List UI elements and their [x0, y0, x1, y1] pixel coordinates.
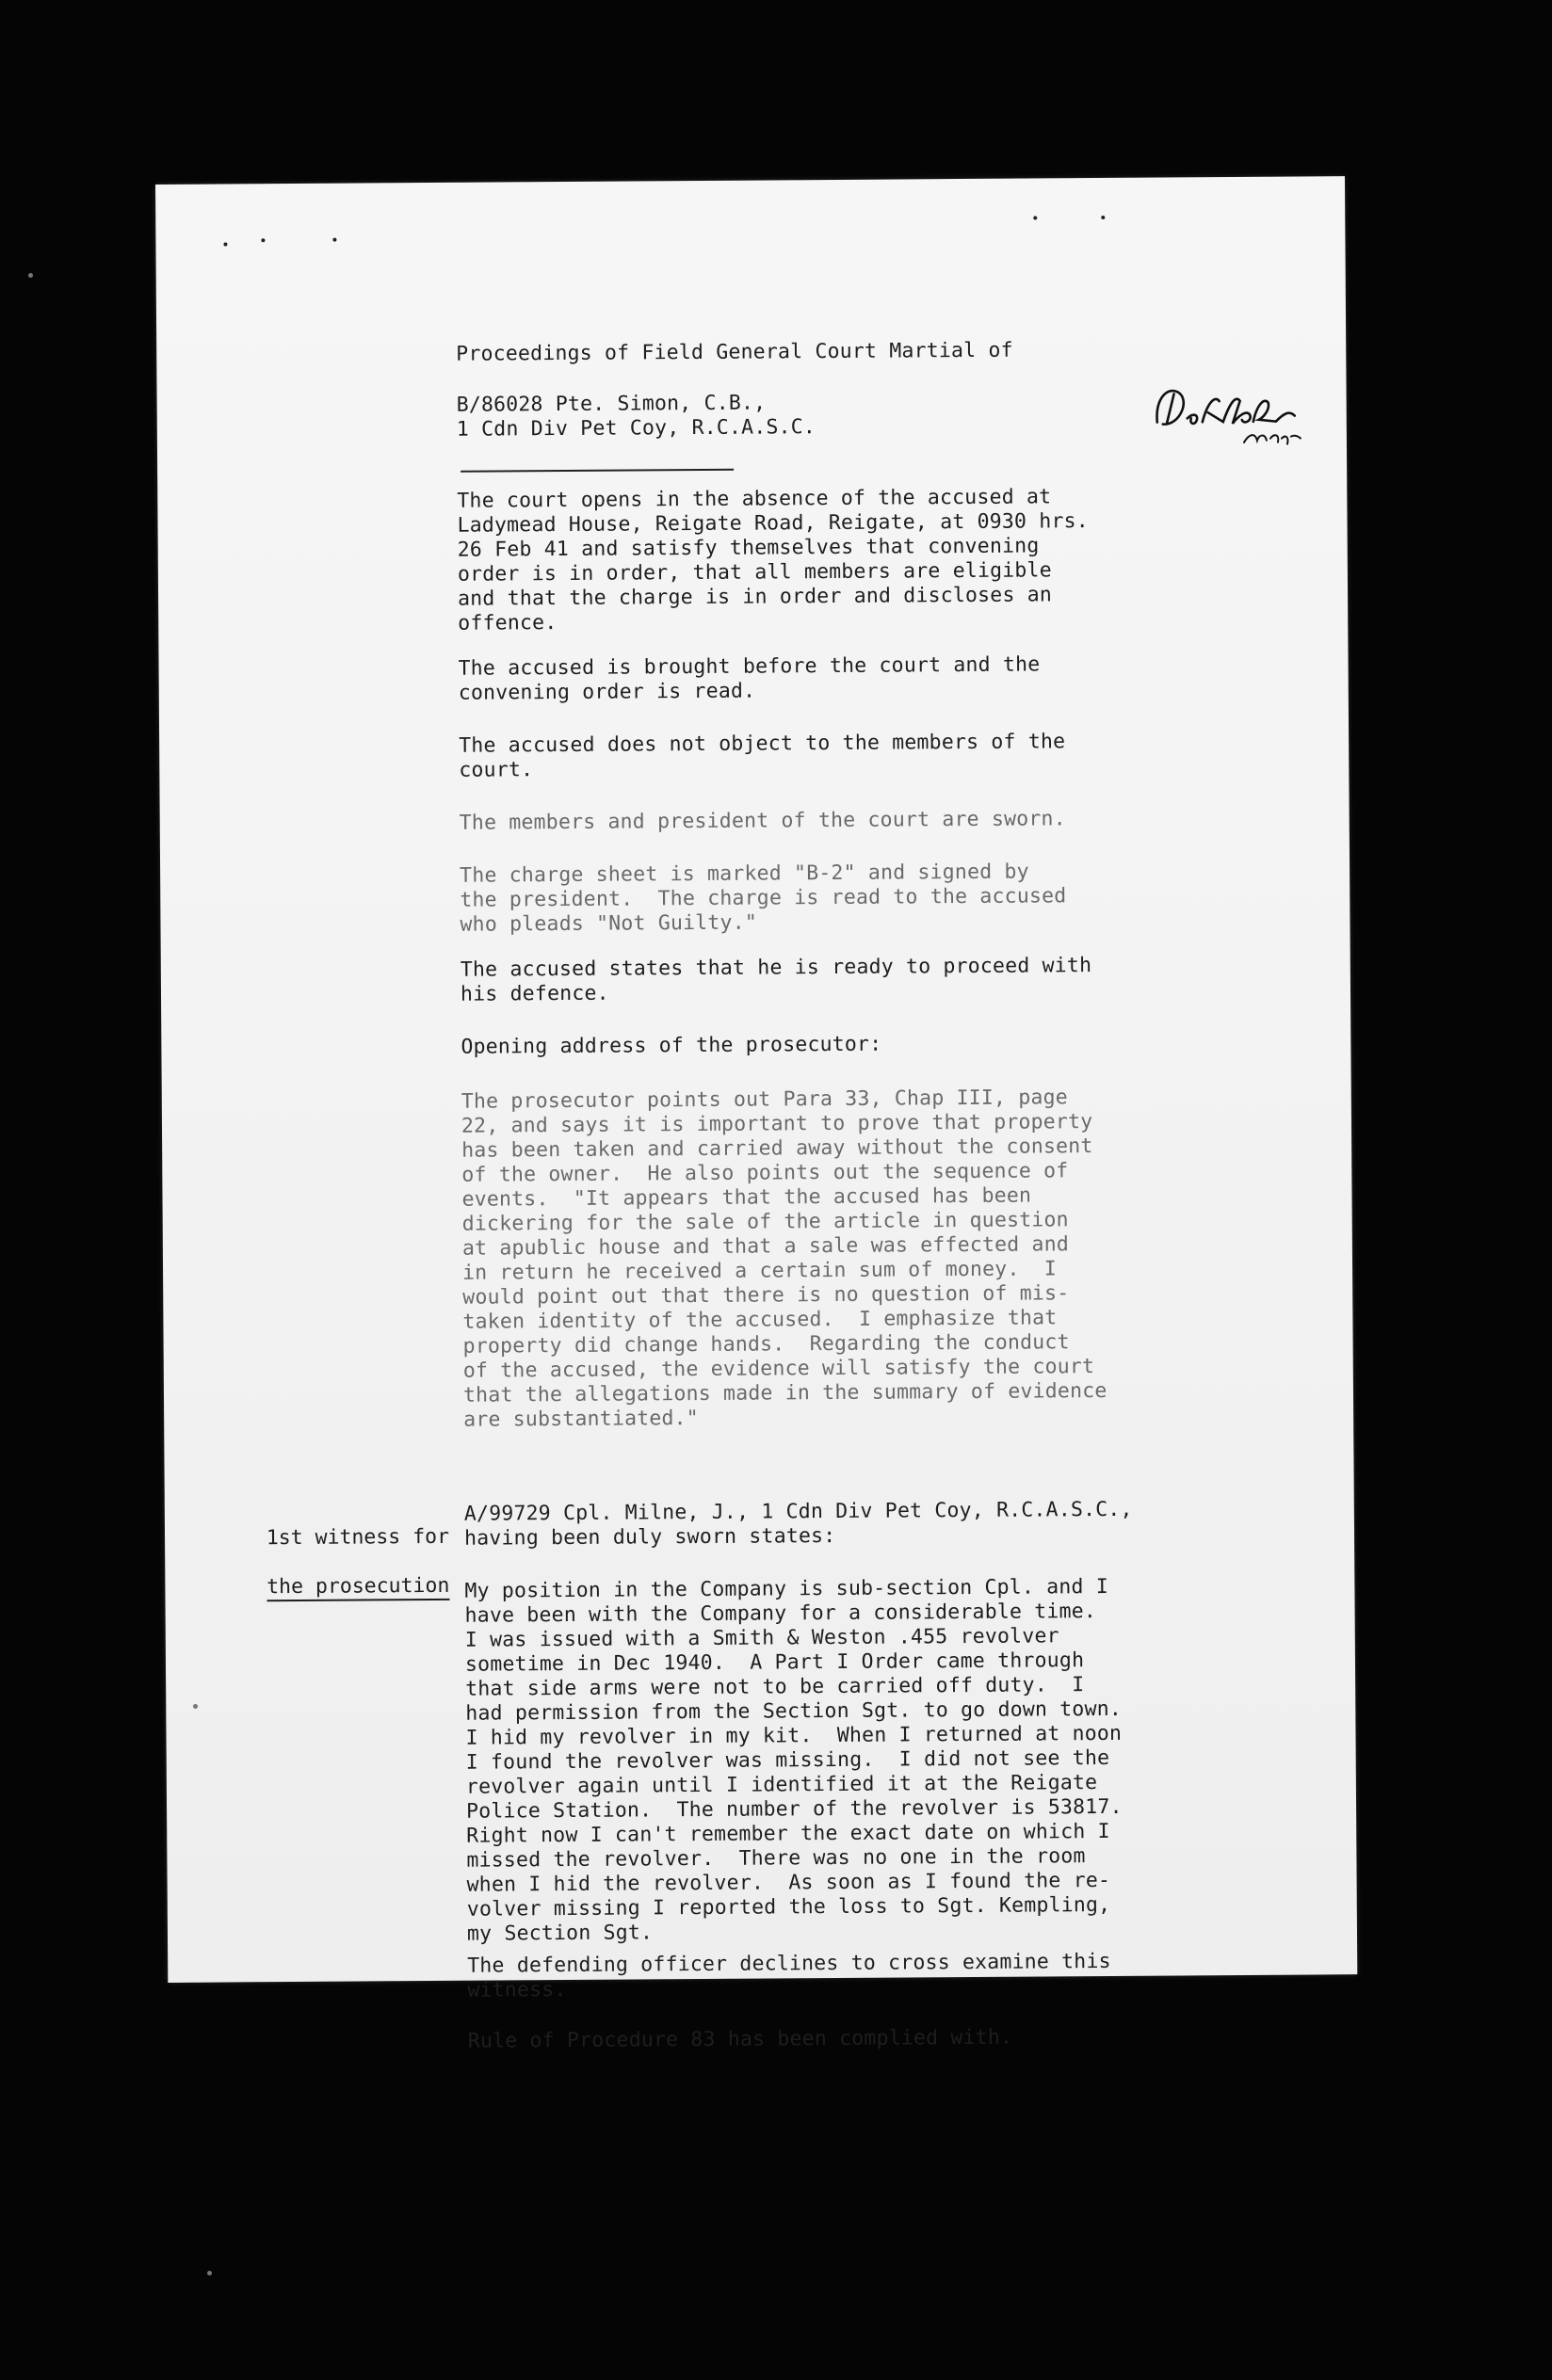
header-unit: 1 Cdn Div Pet Coy, R.C.A.S.C. [456, 415, 816, 442]
signature-mark [1145, 362, 1306, 458]
film-speck [28, 273, 33, 278]
punch-dot [223, 242, 227, 246]
margin-note-witness [218, 1501, 450, 1627]
paragraph-cross-examine: The defending officer declines to cross examine this witness. [467, 1949, 1111, 2002]
header-rule [461, 469, 734, 473]
punch-dot [1101, 216, 1105, 219]
margin-note-line: 1st witness for [266, 1524, 450, 1551]
paragraph-accused-brought: The accused is brought before the court and the convening order is read. [458, 652, 1041, 705]
paragraph-charge-sheet: The charge sheet is marked "B-2" and signed by the president. The charge is read to the accused who pleads "Not Guilty." [460, 860, 1067, 937]
paragraph-sworn: The members and president of the court are sworn. [459, 807, 1066, 835]
paragraph-opening-address: Opening address of the prosecutor: [461, 1032, 882, 1059]
document-page [155, 176, 1357, 2053]
witness-statement: My position in the Company is sub-section Cpl. and I have been with the Company for a considerable time. I was issued with a Smith & Weston .455 revolver sometime in Dec 1940. A Part I Order came through that side arms were not to be carried off duty. I had permission from the Section Sgt. to go down town. I hid my revolver in my kit. When I returned at noon I found the revolver was missing. I did not see the revolver again until I identified it at the Reigate Police Station. The number of the revolver is 53817. Right now I can't remember the exact date on which I missed the revolver. There was no one in the room when I hid the revolver. As soon as I found the re- volver missing I reported the loss to Sgt. Kempling, my Section Sgt. [464, 1574, 1123, 1946]
punch-dot [261, 238, 265, 242]
film-speck [207, 2271, 212, 2275]
paragraph-ready: The accused states that he is ready to proceed with his defence. [460, 954, 1092, 1006]
film-speck [193, 1704, 198, 1709]
header-accused: B/86028 Pte. Simon, C.B., [456, 391, 767, 417]
paragraph-no-objection: The accused does not object to the members of the court. [459, 730, 1066, 782]
paragraph-court-opens: The court opens in the absence of the accused at Ladymead House, Reigate Road, Reigate, at 0930 hrs. 26 Feb 41 and satisfy themselves that convening order is in order, that all members are eligible and that the charge is in order and discloses an offence. [457, 485, 1089, 635]
margin-note-line-underlined: the prosecution [267, 1574, 449, 1601]
punch-dot [1033, 216, 1037, 219]
paragraph-rule-of-procedure: Rule of Procedure 83 has been complied with. [467, 2025, 1013, 2053]
paragraph-prosecutor: The prosecutor points out Para 33, Chap III, page 22, and says it is important to prove that property has been taken and carried away without the consent of the owner. He also points out the sequence of events. "It appears that the accused has been dickering for the sale of the article in question at apublic house and that a sale was effected and in return he received a certain sum of money. I would point out that there is no question of mis- taken identity of the accused. I emphasize that property did change hands. Regarding the conduct of the accused, the evidence will satisfy the court that the allegations made in the summary of evidence are substantiated." [461, 1085, 1107, 1432]
punch-dot [332, 238, 336, 242]
witness-intro: A/99729 Cpl. Milne, J., 1 Cdn Div Pet Coy, R.C.A.S.C., having been duly sworn states: [463, 1497, 1133, 1551]
header-title: Proceedings of Field General Court Martial of [456, 338, 1013, 366]
